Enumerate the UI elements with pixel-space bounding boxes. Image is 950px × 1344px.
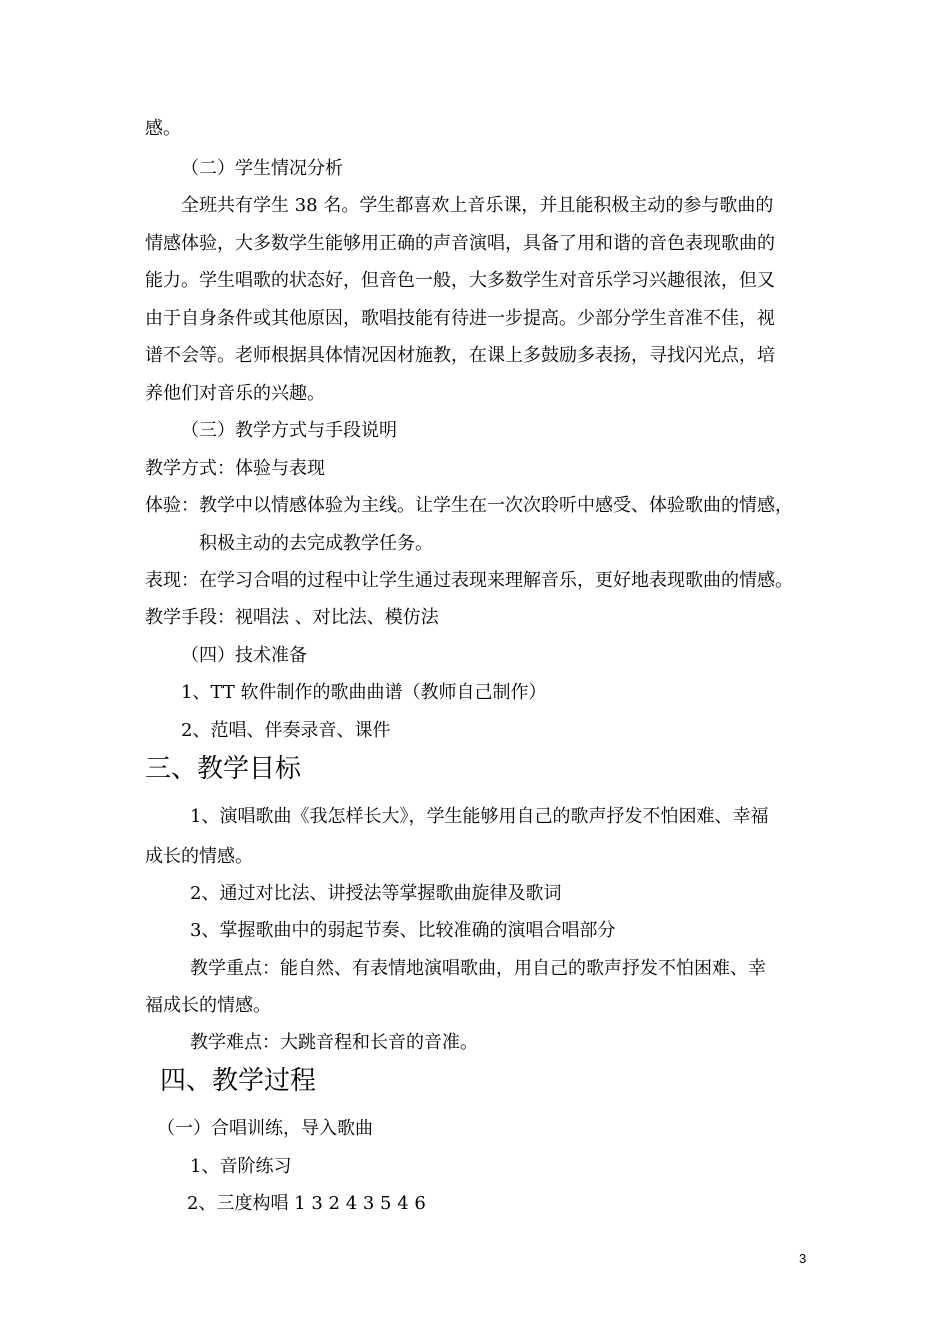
text-line: 谱不会等。老师根据具体情况因材施教，在课上多鼓励多表扬，寻找闪光点，培	[145, 345, 775, 366]
text-line: 感。	[145, 118, 181, 139]
text-line: 教学手段：视唱法 、对比法、模仿法	[145, 607, 439, 628]
text-line: 体验：教学中以情感体验为主线。让学生在一次次聆听中感受、体验歌曲的情感，	[145, 495, 793, 516]
list-item: 2、三度构唱 1 3 2 4 3 5 4 6	[187, 1193, 426, 1214]
text-line: 教学方式：体验与表现	[145, 458, 325, 479]
list-item: 1、TT 软件制作的歌曲曲谱（教师自己制作）	[181, 682, 547, 703]
text-line: 表现：在学习合唱的过程中让学生通过表现来理解音乐，更好地表现歌曲的情感。	[145, 570, 793, 591]
text-line: 由于自身条件或其他原因，歌唱技能有待进一步提高。少部分学生音准不佳，视	[145, 308, 775, 329]
text-line: 成长的情感。	[145, 846, 253, 867]
list-item: 2、范唱、伴奏录音、课件	[181, 720, 391, 741]
text-line: 养他们对音乐的兴趣。	[145, 383, 325, 404]
text-line: 教学重点：能自然、有表情地演唱歌曲，用自己的歌声抒发不怕困难、幸	[190, 958, 766, 979]
list-item: 3、掌握歌曲中的弱起节奏、比较准确的演唱合唱部分	[190, 920, 616, 941]
text-line: 教学难点：大跳音程和长音的音准。	[190, 1032, 478, 1053]
text-line: 能力。学生唱歌的状态好，但音色一般，大多数学生对音乐学习兴趣很浓，但又	[145, 270, 775, 291]
subsection-heading: （四）技术准备	[181, 645, 307, 666]
text-line: 全班共有学生 38 名。学生都喜欢上音乐课，并且能积极主动的参与歌曲的	[181, 195, 774, 216]
section-heading: 四、教学过程	[160, 1066, 317, 1096]
subsection-heading: （二）学生情况分析	[181, 158, 343, 179]
text-line: 福成长的情感。	[145, 995, 271, 1016]
subsection-heading: （三）教学方式与手段说明	[181, 420, 397, 441]
text-line: 情感体验，大多数学生能够用正确的声音演唱，具备了用和谐的音色表现歌曲的	[145, 233, 775, 254]
text-line: 积极主动的去完成教学任务。	[199, 533, 433, 554]
list-item: 1、演唱歌曲《我怎样长大》，学生能够用自己的歌声抒发不怕困难、幸福	[190, 806, 769, 827]
list-item: 1、音阶练习	[190, 1156, 292, 1177]
subsection-heading: （一）合唱训练，导入歌曲	[157, 1118, 373, 1139]
section-heading: 三、教学目标	[145, 754, 302, 784]
list-item: 2、通过对比法、讲授法等掌握歌曲旋律及歌词	[190, 883, 562, 904]
page-number: 3	[799, 1251, 807, 1266]
